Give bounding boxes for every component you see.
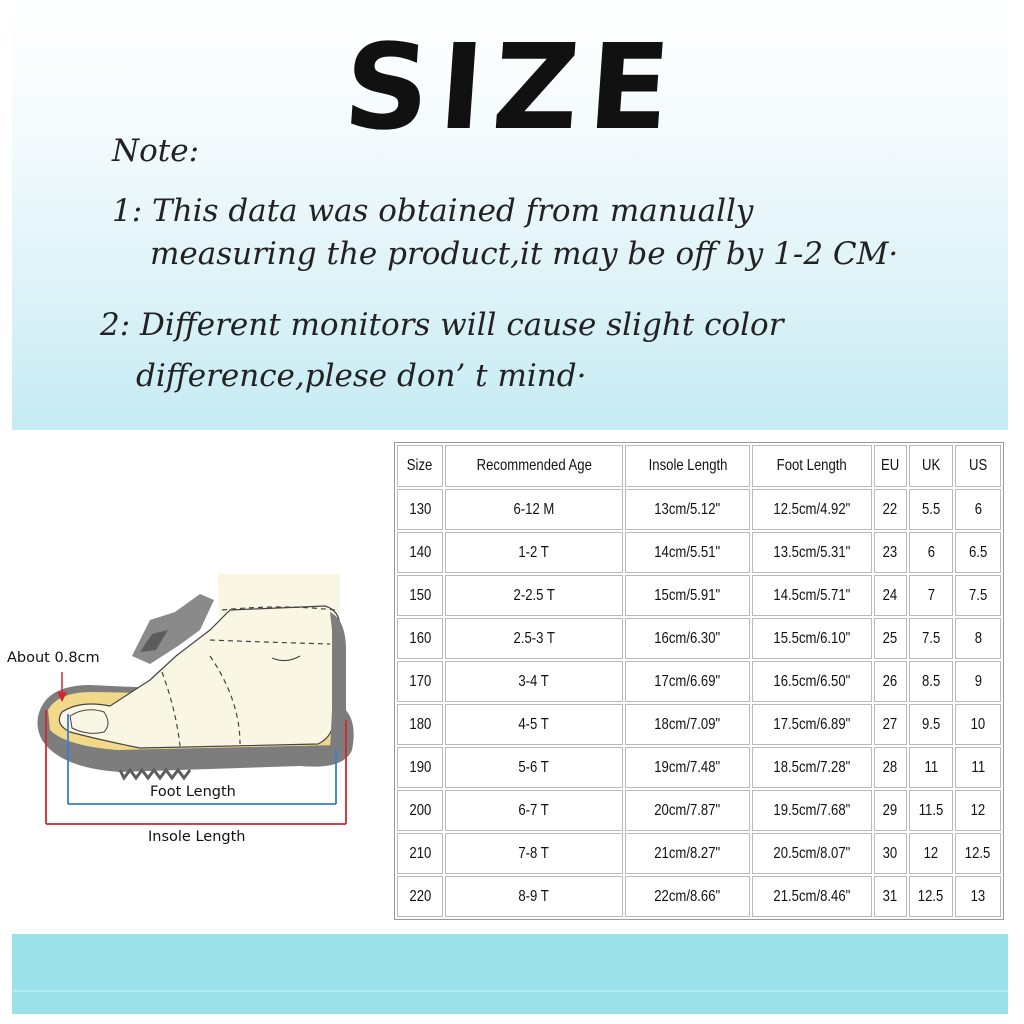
bottom-band-divider <box>12 990 1008 992</box>
table-cell: 170 <box>397 661 443 702</box>
table-cell: 12.5cm/4.92" <box>752 489 871 530</box>
table-cell: 130 <box>397 489 443 530</box>
table-row <box>397 532 1001 573</box>
table-cell: 19.5cm/7.68" <box>752 790 871 831</box>
table-cell: 20.5cm/8.07" <box>752 833 871 874</box>
table-cell: 6 <box>909 532 953 573</box>
table-cell: 13cm/5.12" <box>625 489 751 530</box>
table-cell: 200 <box>397 790 443 831</box>
table-cell: 17cm/6.69" <box>625 661 751 702</box>
table-cell: 17.5cm/6.89" <box>752 704 871 745</box>
table-cell: 22cm/8.66" <box>625 876 751 917</box>
table-cell: 23 <box>874 532 907 573</box>
note-2-line-2: difference,plese don’ t mind· <box>136 358 587 394</box>
shoe-illustration <box>0 560 370 860</box>
table-cell: 7.5 <box>909 618 953 659</box>
header-cell: EU <box>874 445 907 487</box>
table-cell: 13.5cm/5.31" <box>752 532 871 573</box>
table-cell: 16cm/6.30" <box>625 618 751 659</box>
foot-length-label: Foot Length <box>150 784 236 800</box>
table-cell: 11 <box>955 747 1001 788</box>
table-cell: 10 <box>955 704 1001 745</box>
table-row <box>397 661 1001 702</box>
table-cell: 6 <box>955 489 1001 530</box>
header-cell: Size <box>397 445 443 487</box>
table-cell: 7 <box>909 575 953 616</box>
table-cell: 140 <box>397 532 443 573</box>
table-cell: 8-9 T <box>445 876 623 917</box>
table-cell: 22 <box>874 489 907 530</box>
table-cell: 6-12 M <box>445 489 623 530</box>
table-cell: 14.5cm/5.71" <box>752 575 871 616</box>
table-cell: 18cm/7.09" <box>625 704 751 745</box>
table-cell: 4-5 T <box>445 704 623 745</box>
table-row <box>397 618 1001 659</box>
table-cell: 3-4 T <box>445 661 623 702</box>
table-cell: 7.5 <box>955 575 1001 616</box>
table-cell: 7-8 T <box>445 833 623 874</box>
table-cell: 29 <box>874 790 907 831</box>
thickness-label: About 0.8cm <box>7 650 100 666</box>
table-cell: 12.5 <box>955 833 1001 874</box>
table-cell: 12 <box>909 833 953 874</box>
table-cell: 31 <box>874 876 907 917</box>
table-cell: 15.5cm/6.10" <box>752 618 871 659</box>
table-header-row <box>397 445 1001 487</box>
table-cell: 11.5 <box>909 790 953 831</box>
size-chart-table <box>394 442 1004 920</box>
table-cell: 5.5 <box>909 489 953 530</box>
table-cell: 19cm/7.48" <box>625 747 751 788</box>
table-row <box>397 876 1001 917</box>
table-cell: 190 <box>397 747 443 788</box>
header-cell: Insole Length <box>625 445 751 487</box>
table-cell: 28 <box>874 747 907 788</box>
table-cell: 2-2.5 T <box>445 575 623 616</box>
table-row <box>397 704 1001 745</box>
table-cell: 21cm/8.27" <box>625 833 751 874</box>
table-cell: 24 <box>874 575 907 616</box>
table-cell: 21.5cm/8.46" <box>752 876 871 917</box>
table-row <box>397 833 1001 874</box>
table-cell: 18.5cm/7.28" <box>752 747 871 788</box>
table-cell: 150 <box>397 575 443 616</box>
table-cell: 8 <box>955 618 1001 659</box>
table-cell: 220 <box>397 876 443 917</box>
table-cell: 25 <box>874 618 907 659</box>
table-cell: 160 <box>397 618 443 659</box>
table-cell: 30 <box>874 833 907 874</box>
page-title: SIZE <box>339 18 685 156</box>
table-cell: 8.5 <box>909 661 953 702</box>
note-heading: Note: <box>112 133 200 169</box>
table-cell: 6.5 <box>955 532 1001 573</box>
insole-length-label: Insole Length <box>148 829 246 845</box>
table-cell: 12 <box>955 790 1001 831</box>
header-cell: Foot Length <box>752 445 871 487</box>
table-cell: 2.5-3 T <box>445 618 623 659</box>
table-cell: 9 <box>955 661 1001 702</box>
shoe-measurement-diagram <box>0 560 370 860</box>
table-cell: 14cm/5.51" <box>625 532 751 573</box>
table-cell: 26 <box>874 661 907 702</box>
table-cell: 6-7 T <box>445 790 623 831</box>
table-cell: 12.5 <box>909 876 953 917</box>
header-cell: UK <box>909 445 953 487</box>
table-cell: 1-2 T <box>445 532 623 573</box>
table-row <box>397 747 1001 788</box>
table-row <box>397 790 1001 831</box>
header-cell: Recommended Age <box>445 445 623 487</box>
table-cell: 13 <box>955 876 1001 917</box>
table-cell: 11 <box>909 747 953 788</box>
table-cell: 210 <box>397 833 443 874</box>
table-cell: 16.5cm/6.50" <box>752 661 871 702</box>
header-cell: US <box>955 445 1001 487</box>
table-row <box>397 489 1001 530</box>
note-1-line-2: measuring the product,it may be off by 1-2 CM· <box>150 236 899 272</box>
table-cell: 27 <box>874 704 907 745</box>
table-cell: 15cm/5.91" <box>625 575 751 616</box>
note-2-line-1: 2: Different monitors will cause slight color <box>100 307 784 343</box>
note-1-line-1: 1: This data was obtained from manually <box>112 193 754 229</box>
table-cell: 9.5 <box>909 704 953 745</box>
table-cell: 20cm/7.87" <box>625 790 751 831</box>
table-cell: 5-6 T <box>445 747 623 788</box>
table-row <box>397 575 1001 616</box>
bottom-band <box>12 934 1008 1014</box>
table-cell: 180 <box>397 704 443 745</box>
